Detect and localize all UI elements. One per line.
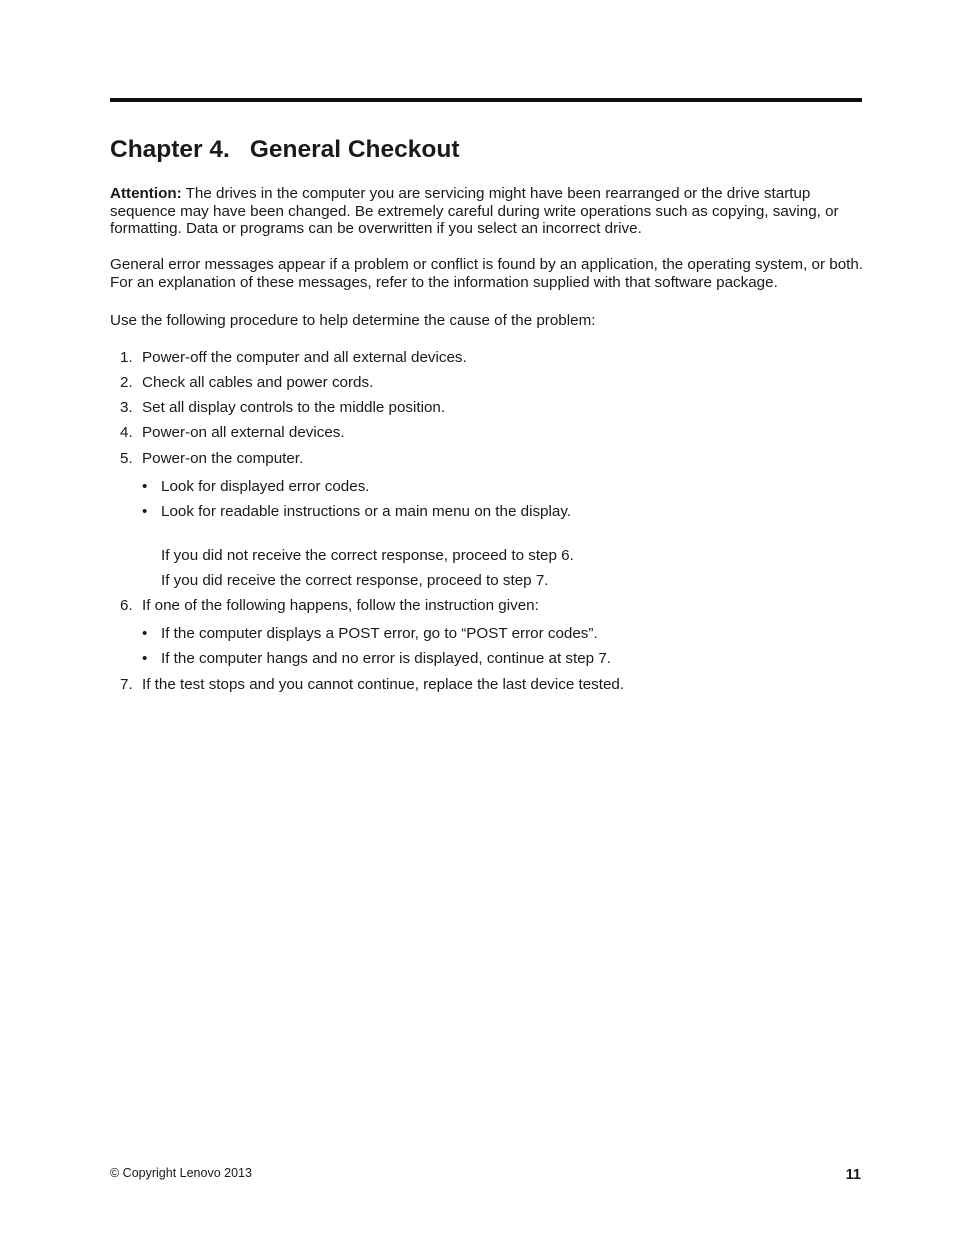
step-number: 3. xyxy=(120,399,133,416)
step-number: 5. xyxy=(120,450,133,467)
step-text: Power-on all external devices. xyxy=(142,424,345,441)
step-number: 2. xyxy=(120,374,133,391)
bullet-item: Look for displayed error codes. xyxy=(161,478,370,495)
attention-notice xyxy=(110,185,870,238)
step-number: 6. xyxy=(120,597,133,614)
bullet-glyph: • xyxy=(142,478,148,495)
procedure-intro: Use the following procedure to help determine the cause of the problem: xyxy=(110,312,596,329)
attention-label: Attention: xyxy=(110,185,182,202)
step-text: Check all cables and power cords. xyxy=(142,374,374,391)
step-text: Set all display controls to the middle position. xyxy=(142,399,446,416)
step-number: 1. xyxy=(120,349,133,366)
bullet-glyph: • xyxy=(142,503,148,520)
chapter-number: Chapter 4. xyxy=(110,136,230,163)
chapter-top-rule xyxy=(110,98,862,102)
step-text: If one of the following happens, follow the instruction given: xyxy=(142,597,539,614)
bullet-item: If the computer hangs and no error is displayed, continue at step 7. xyxy=(161,650,611,667)
step-note: If you did not receive the correct response, proceed to step 6. xyxy=(161,547,574,564)
step-number: 7. xyxy=(120,676,133,693)
page-number: 11 xyxy=(845,1167,861,1183)
step-text: If the test stops and you cannot continue, replace the last device tested. xyxy=(142,676,625,693)
step-text: Power-on the computer. xyxy=(142,450,304,467)
chapter-name: General Checkout xyxy=(249,136,460,163)
bullet-glyph: • xyxy=(142,625,148,642)
error-messages-paragraph: General error messages appear if a problem or conflict is found by an application, the operating system, or both. For an explanation of these messages, refer to the information supplied with that software package. xyxy=(110,256,864,291)
bullet-item: If the computer displays a POST error, go to “POST error codes”. xyxy=(161,625,598,642)
step-note: If you did receive the correct response, proceed to step 7. xyxy=(161,572,549,589)
copyright-notice: © Copyright Lenovo 2013 xyxy=(110,1166,252,1180)
bullet-glyph: • xyxy=(142,650,148,667)
step-number: 4. xyxy=(120,424,133,441)
chapter-title xyxy=(110,134,460,166)
step-text: Power-off the computer and all external devices. xyxy=(142,349,467,366)
bullet-item: Look for readable instructions or a main menu on the display. xyxy=(161,503,572,520)
attention-text: The drives in the computer you are servicing might have been rearranged or the drive startup sequence may have been changed. Be extremely careful during write operations such as copying, saving, or formatting. Data or programs can be overwritten if you select an incorrect drive. xyxy=(110,185,839,237)
